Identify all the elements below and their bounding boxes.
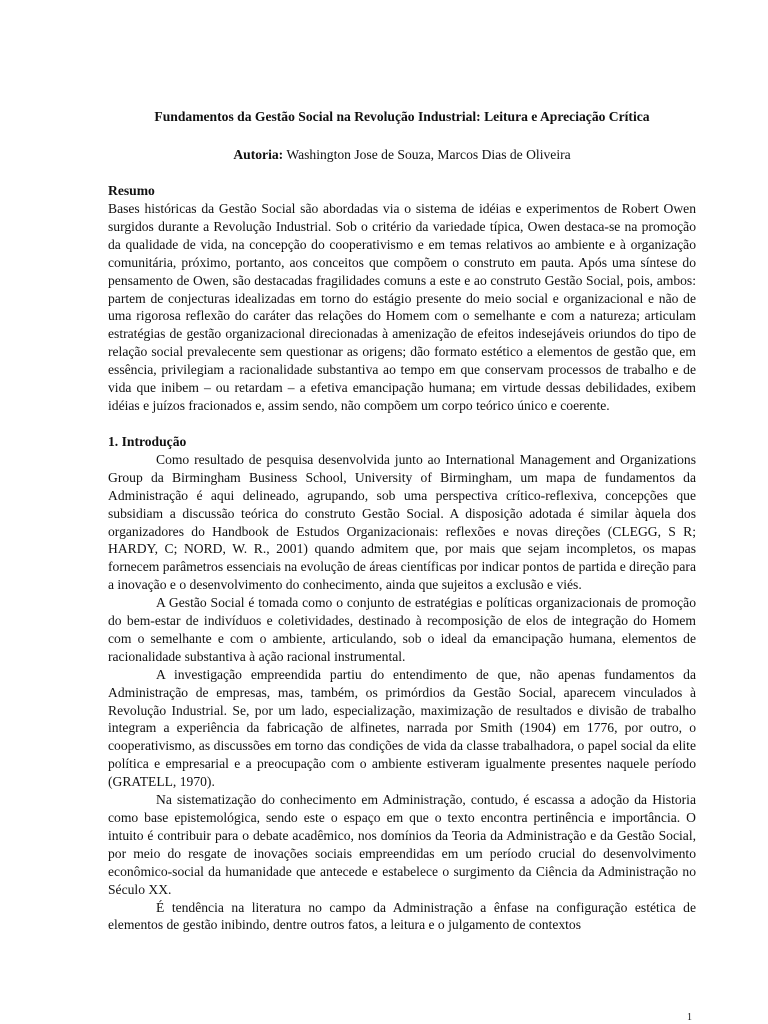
intro-paragraph: A Gestão Social é tomada como o conjunto de estratégias e políticas organizacionais de promoção do bem-estar de indivíduos e coletividades, destinado à recomposição de elos de integração do Homem com o semelhante e com o ambiente, articulando, sob o ideal da emancipação humana, elementos de racionalidade substantiva à ação racional instrumental. (108, 595, 696, 664)
intro-paragraph: Como resultado de pesquisa desenvolvida junto ao International Management and Organizations Group da Birmingham Business School, University of Birmingham, um mapa de fundamentos da Administração é aqui delineado, agrupando, sob uma perspectiva crítico-reflexiva, concepções que subsidiam a discussão teórica do construto Gestão Social. A disposição adotada é similar àquela dos organizadores do Handbook de Estudos Organizacionais: reflexões e novas direções (CLEGG, S R; HARDY, C; NORD, W. R., 2001) quando admitem que, por mais que sejam incompletos, os mapas fornecem parâmetros essenciais na evolução de áreas científicas por indicar pontos de partida e direção para a inovação e o desenvolvimento do conhecimento, ainda que sujeitos a exclusão e viés. (108, 451, 696, 593)
page-number: 1 (687, 1012, 692, 1023)
paper-title: Fundamentos da Gestão Social na Revolução Industrial: Leitura e Apreciação Crítica (154, 109, 650, 124)
abstract-heading: Resumo (108, 183, 155, 198)
authorship-line (108, 146, 696, 164)
page-content (108, 108, 696, 934)
intro-paragraph: Na sistematização do conhecimento em Administração, contudo, é escassa a adoção da Historia como base epistemológica, sendo este o espaço em que o texto encontra pertinência e importância. O intuito é contribuir para o debate acadêmico, nos domínios da Teoria da Administração e da Gestão Social, por meio do resgate de inovações sociais empreendidas em um período crucial do desenvolvimento econômico-social da humanidade que antecede e estabelece o surgimento da Ciência da Administração no Século XX. (108, 792, 696, 897)
intro-paragraph: A investigação empreendida partiu do entendimento de que, não apenas fundamentos da Administração de empresas, mas, também, os primórdios da Gestão Social, aparecem vinculados à Revolução Industrial. Se, por um lado, especialização, maximização de resultados e divisão de trabalho integram a experiência da fabricação de alfinetes, narrada por Smith (1904) em 1776, por outro, o cooperativismo, as discussões em torno das condições de vida da classe trabalhadora, o papel social da elite política e empresarial e a preocupação com o ambiente estiveram igualmente presentes naquele período (GRATELL, 1970). (108, 666, 696, 790)
authorship-label: Autoria: (233, 147, 284, 162)
abstract-text: Bases históricas da Gestão Social são abordadas via o sistema de idéias e experimentos de Robert Owen surgidos durante a Revolução Industrial. Sob o critério da variedade típica, Owen destaca-se na promoção da qualidade de vida, na concepção do cooperativismo e em temas relativos ao ambiente e à organização comunitária, próximo, portanto, aos conceitos que compõem o construto em pauta. Após uma síntese do pensamento de Owen, são destacadas fragilidades comuns a este e ao construto Gestão Social, pois, ambos: partem de conjecturas idealizadas em torno do estágio presente do meio social e organizacional e não de uma rigorosa reflexão do caráter das relações do Homem com o semelhante e com a natureza; articulam estratégias de gestão organizacional direcionadas à amenização de efeitos indesejáveis oriundos do tipo de relação social prevalecente sem questionar as origens; dão formato estético a elementos de gestão que, em essência, privilegiam a racionalidade substantiva ao tempo em que conservam processos de trabalho e de vida que inibem – ou retardam – a efetiva emancipação humana; em virtude dessas debilidades, exibem idéias e juízos fracionados e, assim sendo, não compõem um corpo teórico único e coerente. (108, 201, 696, 413)
introduction-body (108, 451, 696, 934)
introduction-heading: 1. Introdução (108, 433, 187, 449)
intro-paragraph: É tendência na literatura no campo da Administração a ênfase na configuração estética de elementos de gestão inibindo, dentre outros fatos, a leitura e o julgamento de contextos (108, 899, 696, 933)
author-names: Washington Jose de Souza, Marcos Dias de Oliveira (286, 147, 571, 162)
